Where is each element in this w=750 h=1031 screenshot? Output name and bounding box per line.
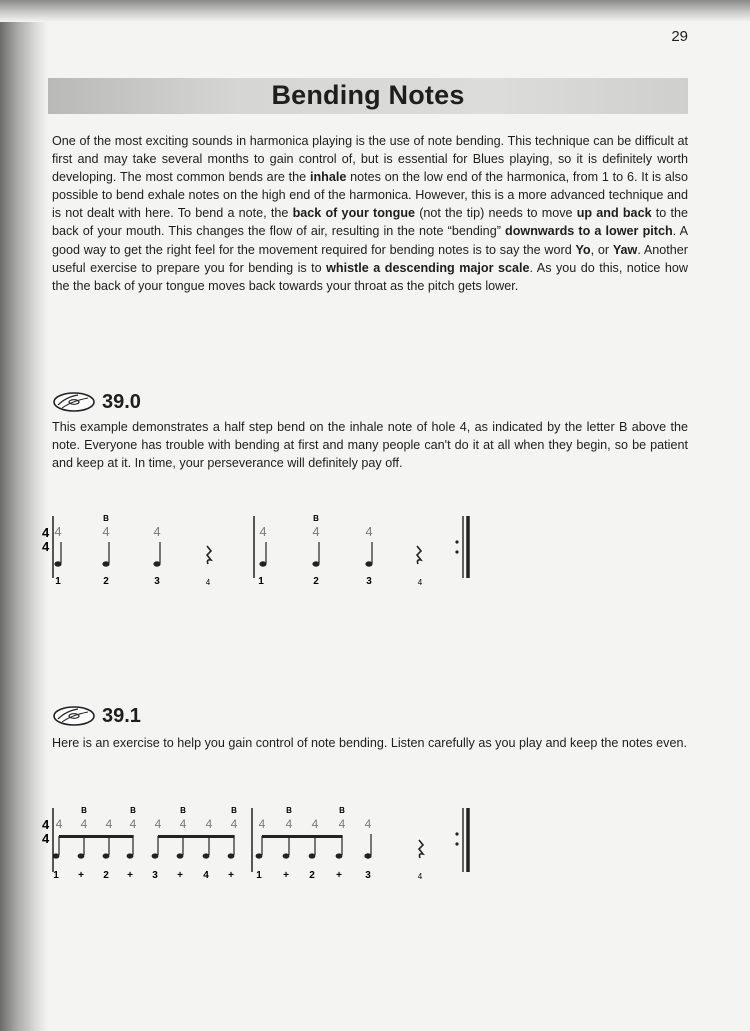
beat-count: 2 [103,870,109,881]
hole-number: 4 [311,817,319,831]
beat-count: 1 [55,576,61,587]
beat-count: 4 [205,578,211,587]
hole-number: 4 [80,817,88,831]
intro-text: . A good way to get the right feel for the movement required for bending notes is to say the word [52,224,689,257]
bend-mark: B [130,806,136,815]
quarter-rest [207,546,211,564]
bend-mark: B [180,806,186,815]
hole-number: 4 [230,817,238,831]
quarter-rest [419,840,423,858]
repeat-dot [455,842,458,845]
beat-count: 3 [154,576,160,587]
eighth-note-group [53,835,134,859]
example-number: 39.0 [102,391,141,413]
beat-count: 1 [53,870,59,881]
eighth-note-group [152,835,235,859]
repeat-dot [455,832,458,835]
beat-count: 4 [417,578,423,587]
cd-disc-icon [52,388,98,414]
quarter-note [312,542,319,567]
notation-staff-39-0 [38,508,478,588]
time-signature: 4 [42,831,50,846]
beat-count: 2 [309,870,315,881]
time-signature: 4 [42,817,50,832]
hole-number: 4 [55,817,63,831]
beat-count: + [283,870,289,881]
hole-number: 4 [364,817,372,831]
time-signature: 4 [42,539,50,554]
intro-bold: Yo [575,242,591,257]
intro-text: One of the most exciting sounds in harmonica playing is the use of note bending. This technique can be difficult at first and may take several months to gain control of, but is essential for Blues playing, so it is definitely worth developing. The most common bends are the [52,134,688,185]
beat-count: + [228,870,234,881]
beat-count: + [78,870,84,881]
repeat-dot [455,550,458,553]
beat-count: + [127,870,133,881]
hole-number: 4 [129,817,137,831]
hole-number: 4 [365,524,373,539]
beat-count: 3 [152,870,158,881]
quarter-note [364,834,371,859]
quarter-note [54,542,61,567]
beat-count: 3 [365,870,371,881]
beat-count: 4 [417,872,423,881]
cd-disc-icon [52,702,98,728]
beat-count: 3 [366,576,372,587]
hole-number: 4 [285,817,293,831]
quarter-note [102,542,109,567]
quarter-note [365,542,372,567]
intro-bold: back of your tongue [292,206,416,221]
hole-number: 4 [54,524,62,539]
intro-bold: up and back [576,206,652,221]
hole-number: 4 [338,817,346,831]
beat-count: 1 [258,576,264,587]
hole-number: 4 [312,524,320,539]
hole-number: 4 [102,524,110,539]
hole-number: 4 [105,817,113,831]
intro-text: (not the tip) needs to move [415,206,577,221]
intro-text: . As you do this, notice how the the back of your tongue moves back towards your throat as the pitch gets lower. [52,260,688,293]
hole-number: 4 [259,524,267,539]
beat-count: 2 [103,576,109,587]
intro-bold: whistle a descending major scale [326,260,530,275]
hole-number: 4 [205,817,213,831]
page-top-shadow [0,0,750,22]
example-description: Here is an exercise to help you gain control of note bending. Listen carefully as you play and keep the notes even. [52,736,687,750]
beat-count: 4 [203,870,209,881]
hole-number: 4 [258,817,266,831]
bend-mark: B [339,806,345,815]
intro-bold: Yaw [612,242,638,257]
bend-mark: B [81,806,87,815]
beat-count: 1 [256,870,262,881]
notation-staff-39-1 [38,800,478,882]
example-number: 39.1 [102,705,141,727]
beat-count: + [177,870,183,881]
quarter-note [153,542,160,567]
repeat-dot [455,540,458,543]
beat-count: 2 [313,576,319,587]
page-number: 29 [671,28,688,45]
title-banner [48,78,688,114]
quarter-rest [417,546,421,564]
intro-text: to the back of your mouth. This changes the flow of air, resulting in the note “bending” [52,206,688,239]
example-description: This example demonstrates a half step bend on the inhale note of hole 4, as indicated by the letter B above the note. Everyone has trouble with bending at first and many people can't do it at all when they begin, so be patient and keep at it. In time, your perseverance will definitely pay off. [52,420,688,471]
intro-paragraph [52,132,688,295]
intro-text: , or [590,242,613,257]
bend-mark: B [313,514,319,523]
intro-text: . Another useful exercise to prepare you for bending is to [52,242,689,275]
hole-number: 4 [179,817,187,831]
bend-mark: B [103,514,109,523]
intro-bold: inhale [309,170,347,185]
hole-number: 4 [154,817,162,831]
quarter-note [259,542,266,567]
bend-mark: B [231,806,237,815]
intro-bold: downwards to a lower pitch [505,224,673,239]
beat-count: + [336,870,342,881]
bend-mark: B [286,806,292,815]
hole-number: 4 [153,524,161,539]
intro-text: notes on the low end of the harmonica, from 1 to 6. It is also possible to bend exhale notes on the high end of the harmonica. However, this is a more advanced technique and is not dealt with here. To bend a note, the [52,170,688,221]
page-title: Bending Notes [271,80,465,110]
time-signature: 4 [42,525,50,540]
eighth-note-group [256,835,343,859]
